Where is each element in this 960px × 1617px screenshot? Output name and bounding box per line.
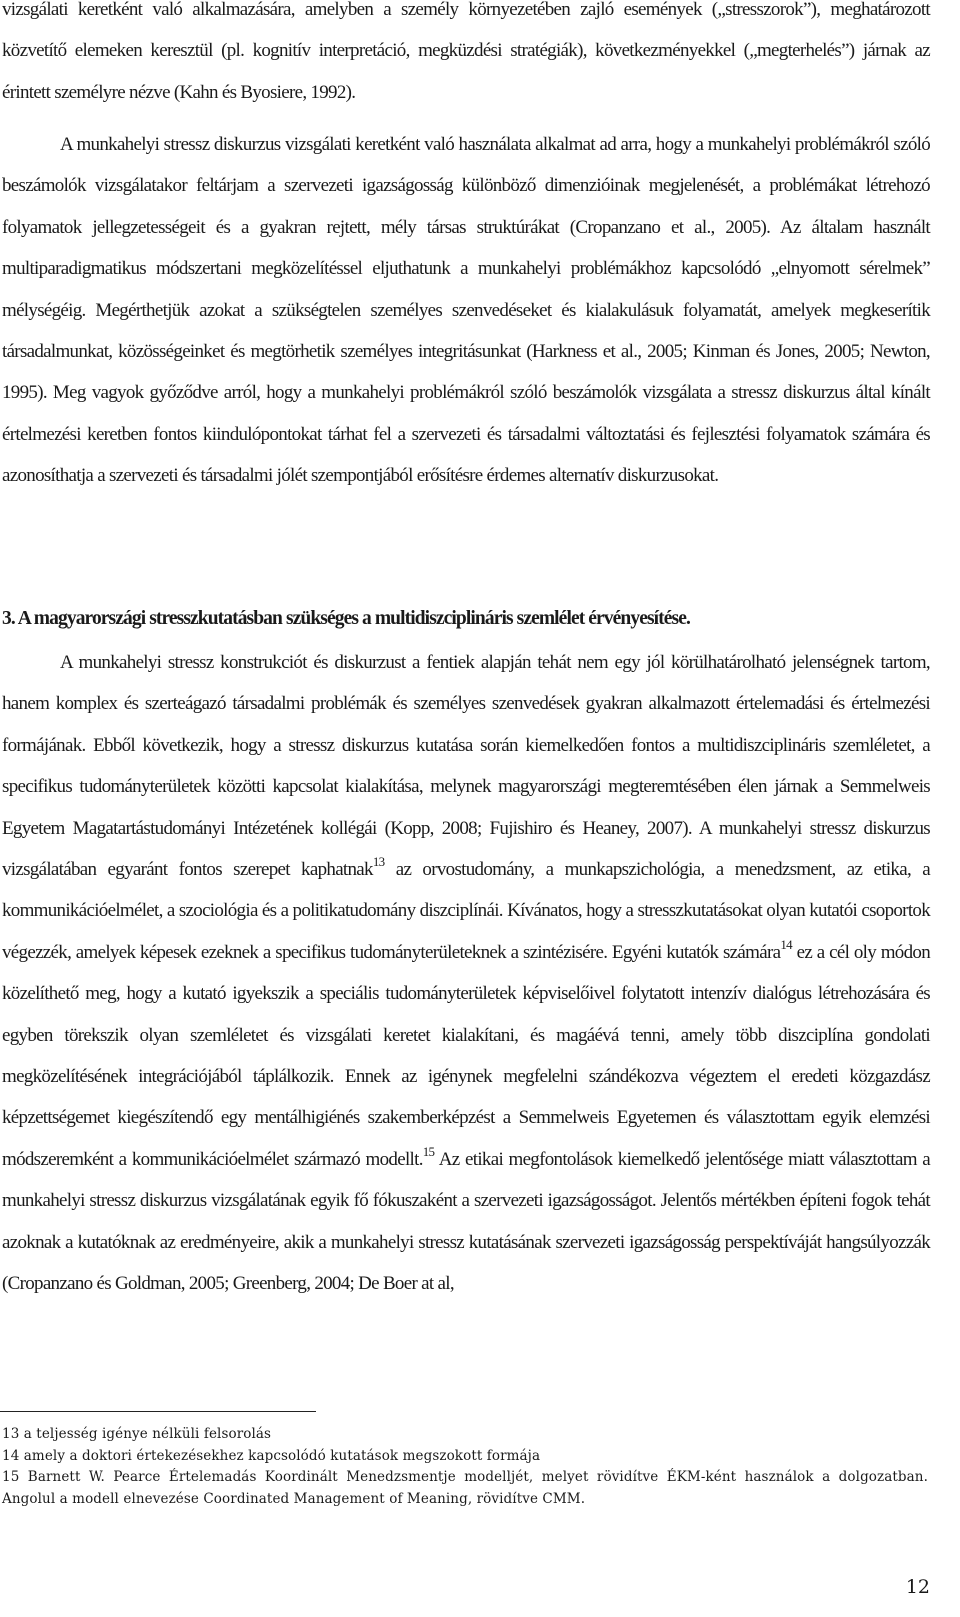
footnote-15: 15 Barnett W. Pearce Értelemadás Koordinált Menedzsmentje modelljét, melyet rövidítve ÉKM-ként használok a dolgozatban. Angolul a modell elnevezése Coordinated Management of Meaning, rövidítve CMM. [2,1469,928,1507]
footnote-ref-14[interactable]: 14 [780,936,792,952]
footnote-13: 13 a teljesség igénye nélküli felsorolás [2,1426,272,1442]
paragraph-text-part: ez a cél oly módon közelíthető meg, hogy a kutató igyekszik a speciális tudományterületek képviselőivel folytatott intenzív dialógus létrehozására és egyben törekszik olyan szemléletet és vizsgálati keretet kialakítani, és magáévá tenni, amely több diszciplína gondolati megközelítésének integrációjából táplálkozik. Ennek az igénynek megfelelni szándékozva végeztem el eredeti közgazdász képzettségemet kiegészítendő egy mentálhigiénés szakemberképzést a Semmelweis Egyetemen és választottam egyik elemzési módszeremként a kommunikációelmélet származó modellt. [2,941,931,1170]
paragraph-stress-discourse: A munkahelyi stressz diskurzus vizsgálati keretként való használata alkalmat ad arra, hogy a munkahelyi problémákról szóló beszámolók vizsgálatakor feltárjam a szervezeti igazságosság különböző dimenzióinak megjelenését, a problémákat létrehozó folyamatok jellegzetességeit és a gyakran rejtett, mély társas struktúrákat (Cropanzano et al., 2005). Az általam használt multiparadigmatikus módszertani megközelítéssel eljuthatunk a munkahelyi problémákhoz kapcsolódó „elnyomott sérelmek” mélységéig. Megérthetjük azokat a szükségtelen személyes szenvedéseket és kialakulásuk folyamatát, amelyek megkeserítik társadalmunkat, közösségeinket és megtörhetik személyes integritásunkat (Harkness et al., 2005; Kinman és Jones, 2005; Newton, 1995). Meg vagyok győződve arról, hogy a munkahelyi problémákról szóló beszámolók vizsgálata a stressz diskurzus által kínált értelmezési keretben fontos kiindulópontokat tárhat fel a szervezeti és társadalmi változtatási és fejlesztési folyamatok számára és azonosíthatja a szervezeti és társadalmi jólét szempontjából erősítésre érdemes alternatív diskurzusokat. [2,134,930,487]
footnote-ref-13[interactable]: 13 [372,853,385,869]
footnote-ref-15[interactable]: 15 [422,1143,435,1159]
paragraph-intro-continuation: vizsgálati keretként való alkalmazására, amelyben a személy környezetében zajló események („stresszorok”), meghatározott közvetítő elemeken keresztül (pl. kognitív interpretáció, megküzdési stratégiák), következményekkel („megterhelés”) járnak az érintett személyre nézve (Kahn és Byosiere, 1992). [2,0,930,103]
paragraph-text-part: az orvostudomány, a munkapszichológia, a menedzsment, az etika, a kommunikációelmélet, a szociológia és a politikatudomány diszciplínái. Kívánatos, hogy a stresszkutatásokat olyan kutatói csoportok végezzék, amelyek képesek ezeknek a specifikus tudományterületeknek a szintézisére. Egyéni kutatók számára [2,859,930,963]
footnotes [2,1424,928,1510]
paragraph-multidisciplinary [2,642,930,1305]
footnote-14: 14 amely a doktori értekezésekhez kapcsolódó kutatások megszokott formája [2,1447,541,1464]
page-number: 12 [905,1576,930,1598]
section-heading: 3. A magyarországi stresszkutatásban szükséges a multidiszciplináris szemlélet érvényesítése. [2,608,690,629]
footnote-divider [0,1411,316,1412]
paragraph-text-part: A munkahelyi stressz konstrukciót és diskurzust a fentiek alapján tehát nem egy jól körülhatárolható jelenségnek tartom, hanem komplex és szerteágazó társadalmi problémák és személyes szenvedések gyakran alkalmazott értelemadási és értelmezési formájának. Ebből következik, hogy a stressz diskurzus kutatása során kiemelkedően fontos a multidiszciplináris szemléletet, a specifikus tudományterületek közötti kapcsolat kialakítása, melynek magyarországi megteremtésében élen járnak a Semmelweis Egyetem Magatartástudományi Intézetének kollégái (Kopp, 2008; Fujishiro és Heaney, 2007). A munkahelyi stressz diskurzus vizsgálatában egyaránt fontos szerepet kaphatnak [2,652,930,881]
paragraph-text-part: Az etikai megfontolások kiemelkedő jelentősége miatt választottam a munkahelyi stressz diskurzus vizsgálatának egyik fő fókuszaként a szervezeti igazságosságot. Jelentős mértékben építeni fogok tehát azoknak a kutatóknak az eredményeire, akik a munkahelyi stressz kutatásának szervezeti igazságosság perspektíváját hangsúlyozzák (Cropanzano és Goldman, 2005; Greenberg, 2004; De Boer at al, [2,1148,930,1295]
